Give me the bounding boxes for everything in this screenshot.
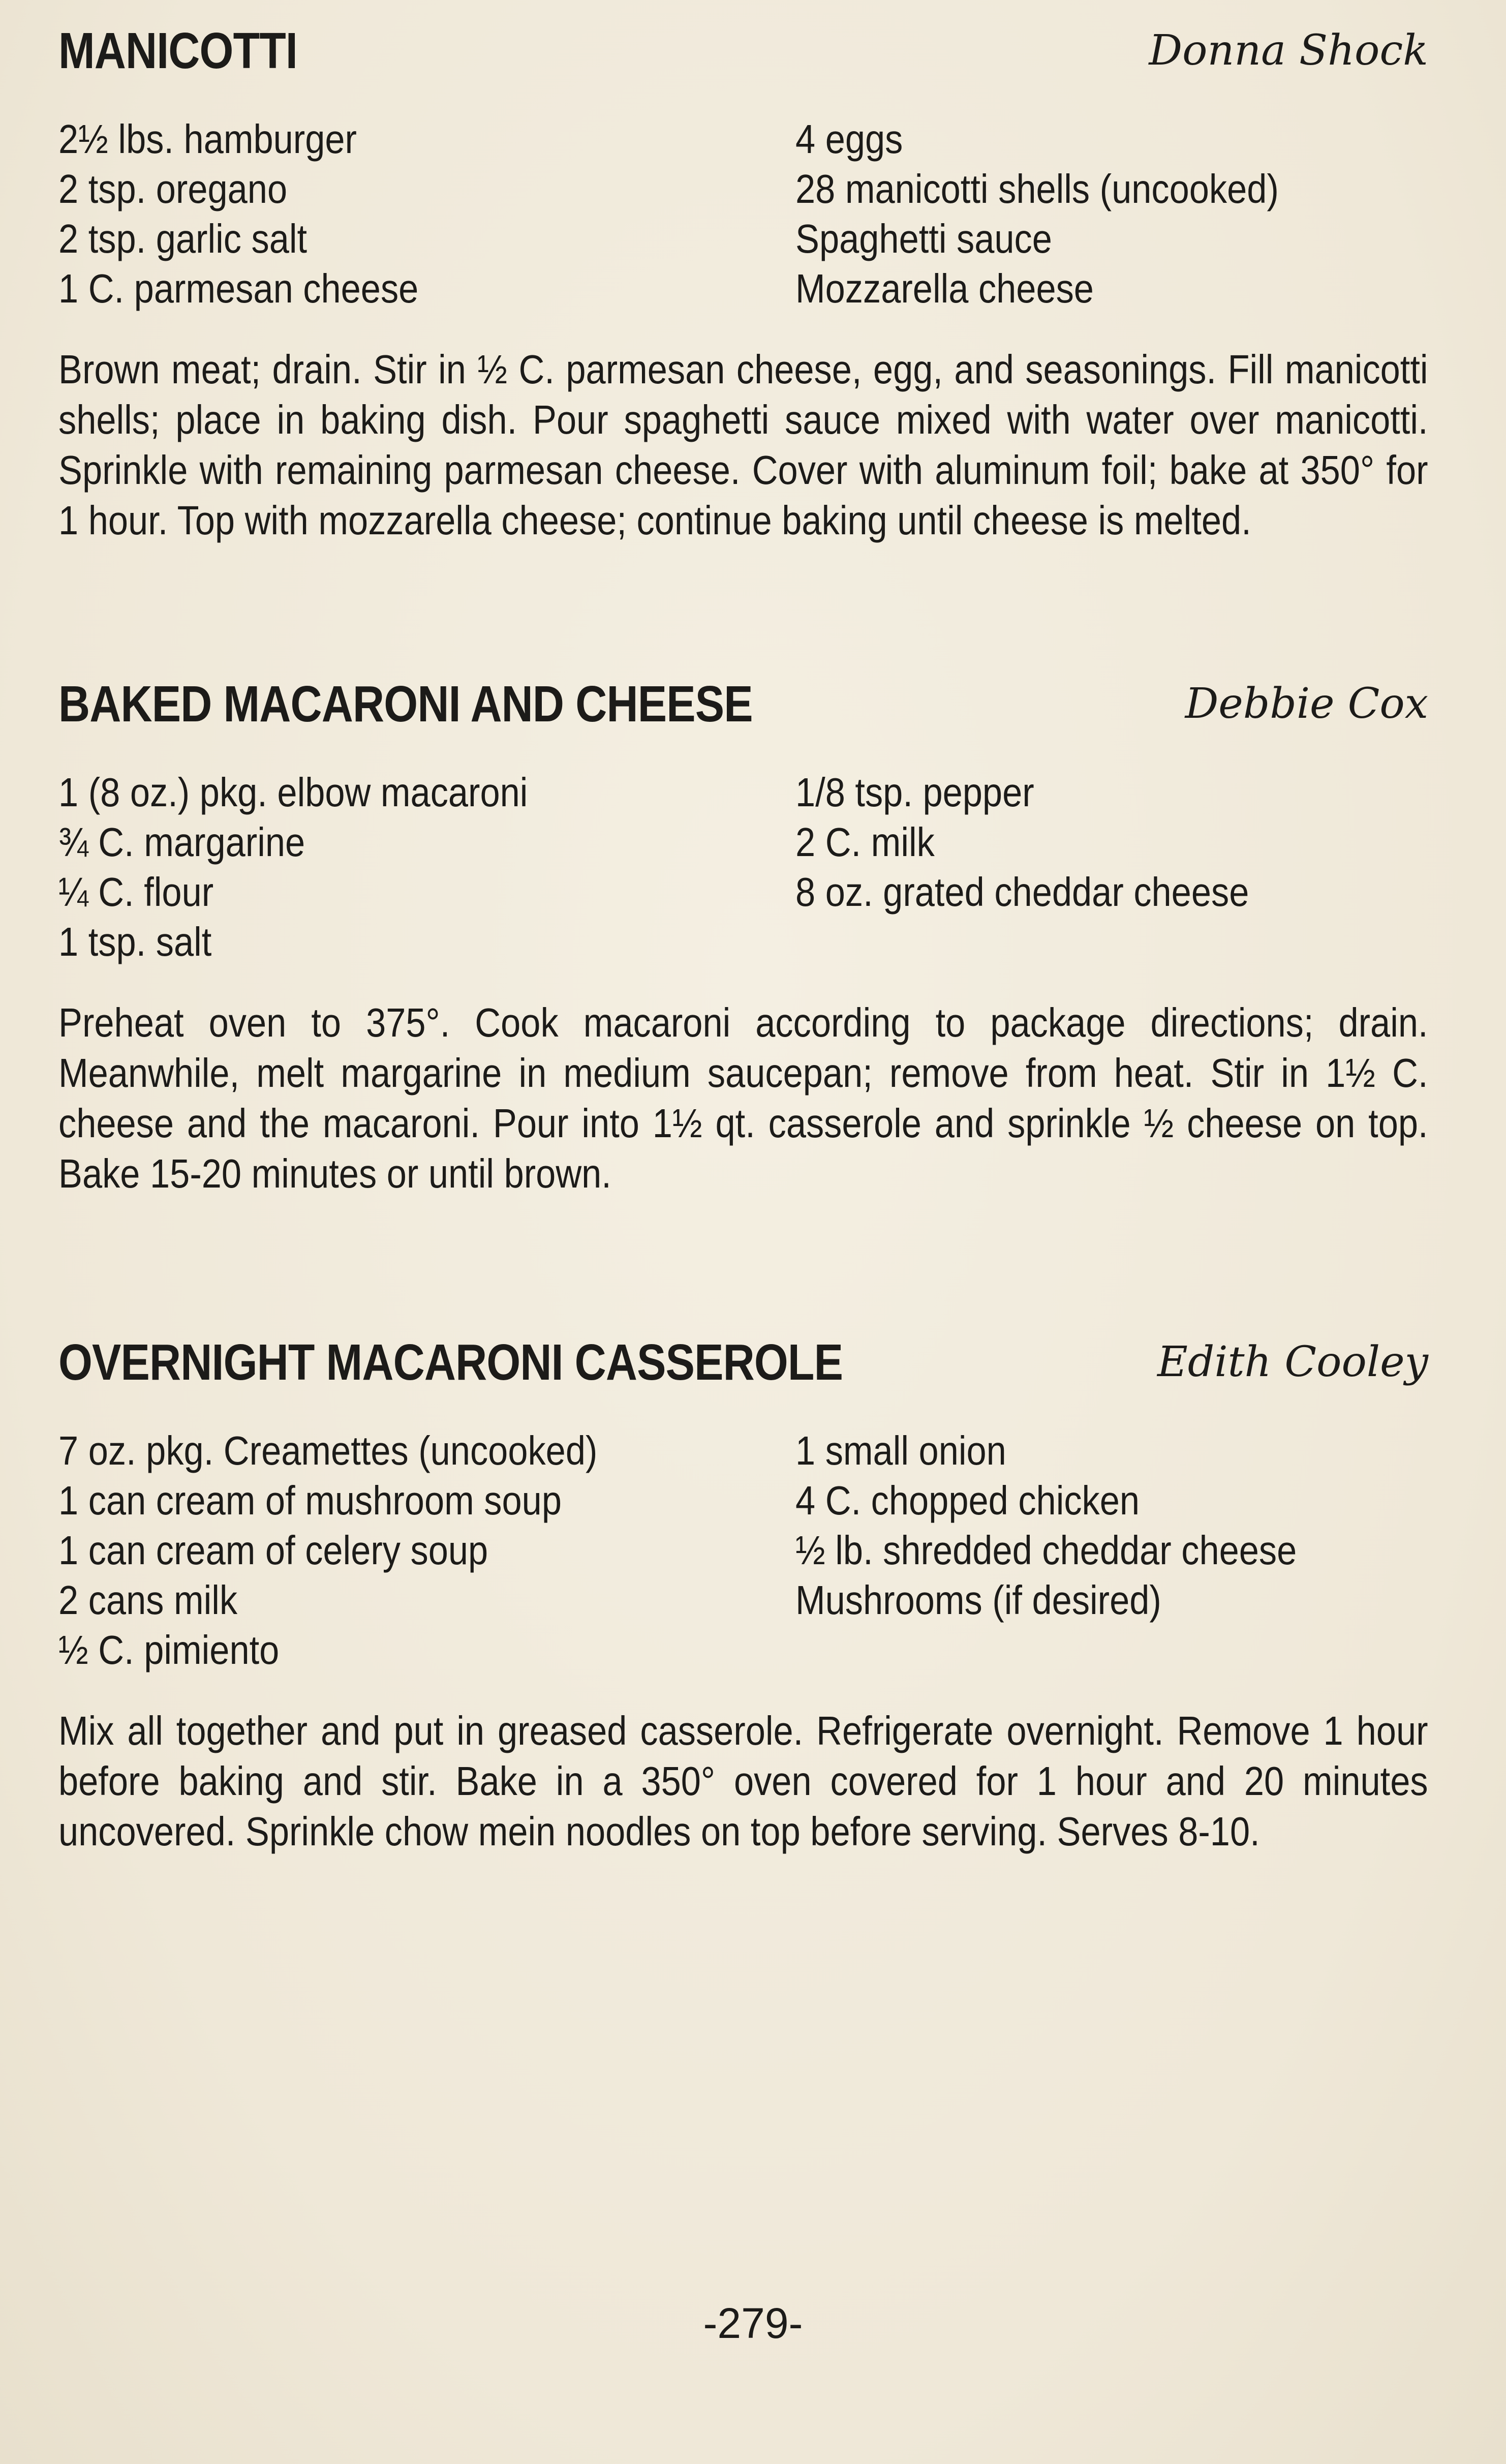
ingredient-item: 1/8 tsp. pepper: [795, 770, 1034, 815]
ingredient-item: 2 cans milk: [58, 1577, 238, 1623]
recipe-title: MANICOTTI: [58, 22, 297, 79]
recipe-directions: Preheat oven to 375°. Cook macaroni according to package directions; drain. Meanwhile, melt margarine in medium saucepan; remove from heat. Stir in 1½ C. cheese and the macaroni. Pour into 1½ qt. casserole and sprinkle ½ cheese on top. Bake 15-20 minutes or until brown.: [58, 1000, 1428, 1196]
ingredient-list: [58, 114, 1428, 314]
recipe-manicotti: [58, 15, 1428, 545]
ingredient-column-left: [58, 114, 795, 314]
ingredient-item: 1 (8 oz.) pkg. elbow macaroni: [58, 770, 528, 815]
ingredient-item: 7 oz. pkg. Creamettes (uncooked): [58, 1428, 598, 1473]
ingredient-item: 1 tsp. salt: [58, 919, 212, 964]
recipe-header: [58, 668, 1428, 740]
recipe-author: Edith Cooley: [1157, 1338, 1428, 1386]
ingredient-list: [58, 768, 1428, 967]
ingredient-item: ¼ C. flour: [58, 869, 214, 915]
ingredient-item: ½ C. pimiento: [58, 1627, 280, 1672]
ingredient-column-right: [795, 114, 1428, 314]
ingredient-item: 2 tsp. oregano: [58, 166, 288, 211]
recipe-directions: Mix all together and put in greased casserole. Refrigerate overnight. Remove 1 hour before baking and stir. Bake in a 350° oven covered for 1 hour and 20 minutes uncovered. Sprinkle chow mein noodles on top before serving. Serves 8-10.: [58, 1708, 1428, 1854]
ingredient-item: ¾ C. margarine: [58, 819, 305, 865]
ingredient-item: 2 tsp. garlic salt: [58, 216, 308, 261]
recipe-title: BAKED MACARONI AND CHEESE: [58, 676, 753, 733]
recipe-author: Donna Shock: [1149, 26, 1428, 75]
ingredient-item: Mushrooms (if desired): [795, 1577, 1161, 1623]
recipe-baked-macaroni-and-cheese: [58, 668, 1428, 1199]
ingredient-column-right: [795, 768, 1428, 967]
recipe-header: [58, 15, 1428, 86]
recipe-header: [58, 1327, 1428, 1398]
ingredient-item: 4 eggs: [795, 116, 903, 162]
ingredient-item: 1 can cream of celery soup: [58, 1528, 488, 1573]
recipe-overnight-macaroni-casserole: [58, 1327, 1428, 1857]
ingredient-item: ½ lb. shredded cheddar cheese: [795, 1528, 1297, 1573]
ingredient-column-right: [795, 1426, 1428, 1675]
recipe-author: Debbie Cox: [1185, 680, 1428, 728]
ingredient-item: 2½ lbs. hamburger: [58, 116, 357, 162]
ingredient-column-left: [58, 768, 795, 967]
ingredient-item: 1 can cream of mushroom soup: [58, 1478, 562, 1523]
ingredient-item: 8 oz. grated cheddar cheese: [795, 869, 1249, 915]
page-number: -279-: [703, 2299, 803, 2347]
recipe-directions: Brown meat; drain. Stir in ½ C. parmesan cheese, egg, and seasonings. Fill manicotti shells; place in baking dish. Pour spaghetti sauce mixed with water over manicotti. Sprinkle with remaining parmesan cheese. Cover with aluminum foil; bake at 350° for 1 hour. Top with mozzarella cheese; continue baking until cheese is melted.: [58, 347, 1428, 543]
ingredient-list: [58, 1426, 1428, 1675]
ingredient-column-left: [58, 1426, 795, 1675]
ingredient-item: Mozzarella cheese: [795, 266, 1094, 311]
ingredient-item: 2 C. milk: [795, 819, 935, 865]
ingredient-item: 4 C. chopped chicken: [795, 1478, 1140, 1523]
ingredient-item: Spaghetti sauce: [795, 216, 1052, 261]
recipe-title: OVERNIGHT MACARONI CASSEROLE: [58, 1334, 843, 1391]
ingredient-item: 28 manicotti shells (uncooked): [795, 166, 1279, 211]
ingredient-item: 1 C. parmesan cheese: [58, 266, 419, 311]
ingredient-item: 1 small onion: [795, 1428, 1006, 1473]
